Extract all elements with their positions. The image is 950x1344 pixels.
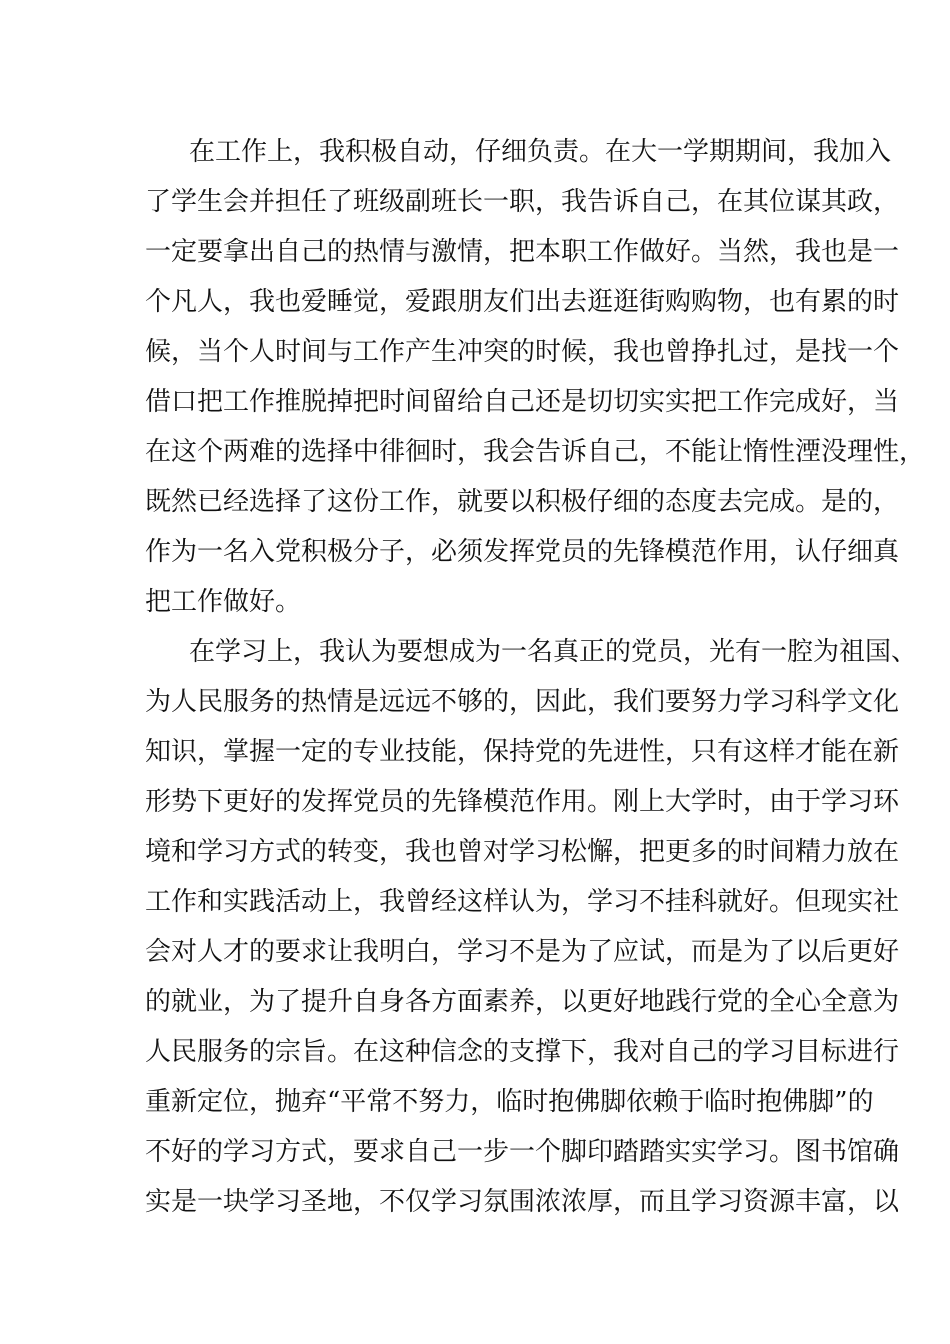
paragraph-2-line-9: 人民服务的宗旨。在这种信念的支撑下，我对自己的学习目标进行 <box>145 1037 900 1067</box>
paragraph-2-line-2: 为人民服务的热情是远远不够的，因此，我们要努力学习科学文化 <box>145 687 900 717</box>
paragraph-2-line-1: 在学习上，我认为要想成为一名真正的党员，光有一腔为祖国、 <box>189 637 918 667</box>
paragraph-1-line-9: 作为一名入党积极分子，必须发挥党员的先锋模范作用，认仔细真 <box>145 537 900 567</box>
paragraph-2-line-12: 实是一块学习圣地，不仅学习氛围浓浓厚，而且学习资源丰富，以 <box>145 1187 900 1217</box>
paragraph-1-line-8: 既然已经选择了这份工作，就要以积极仔细的态度去完成。是的， <box>145 487 900 517</box>
paragraph-1-line-1: 在工作上，我积极自动，仔细负责。在大一学期期间，我加入 <box>189 137 892 167</box>
paragraph-2-line-3: 知识，掌握一定的专业技能，保持党的先进性，只有这样才能在新 <box>145 737 900 767</box>
paragraph-1-line-3: 一定要拿出自己的热情与激情，把本职工作做好。当然，我也是一 <box>145 237 900 267</box>
paragraph-1-line-4: 个凡人，我也爱睡觉，爱跟朋友们出去逛逛街购购物，也有累的时 <box>145 287 900 317</box>
paragraph-2-line-7: 会对人才的要求让我明白，学习不是为了应试，而是为了以后更好 <box>145 937 900 967</box>
paragraph-2-line-10: 重新定位，抛弃“平常不努力，临时抱佛脚依赖于临时抱佛脚”的 <box>145 1087 874 1117</box>
paragraph-2-line-11: 不好的学习方式，要求自己一步一个脚印踏踏实实学习。图书馆确 <box>145 1137 900 1167</box>
paragraph-2-line-8: 的就业，为了提升自身各方面素养，以更好地践行党的全心全意为 <box>145 987 900 1017</box>
paragraph-1-line-6: 借口把工作推脱掉把时间留给自己还是切切实实把工作完成好，当 <box>145 387 900 417</box>
paragraph-1-line-7: 在这个两难的选择中徘徊时，我会告诉自己，不能让惰性湮没理性， <box>145 437 926 467</box>
paragraph-2-line-4: 形势下更好的发挥党员的先锋模范作用。刚上大学时，由于学习环 <box>145 787 900 817</box>
paragraph-2-line-5: 境和学习方式的转变，我也曾对学习松懈，把更多的时间精力放在 <box>145 837 900 867</box>
paragraph-1-line-10: 把工作做好。 <box>145 587 302 617</box>
paragraph-2-line-6: 工作和实践活动上，我曾经这样认为，学习不挂科就好。但现实社 <box>145 887 900 917</box>
paragraph-1-line-5: 候，当个人时间与工作产生冲突的时候，我也曾挣扎过，是找一个 <box>145 337 900 367</box>
paragraph-1-line-2: 了学生会并担任了班级副班长一职，我告诉自己，在其位谋其政， <box>145 187 900 217</box>
